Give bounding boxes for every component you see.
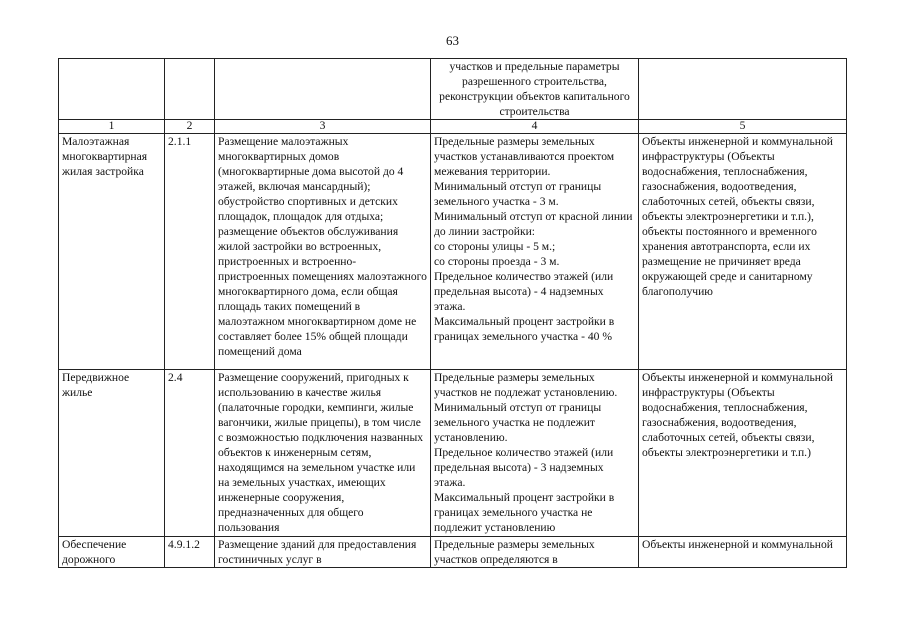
use-code-cell: 2.4 — [165, 370, 215, 537]
table-row — [59, 370, 847, 537]
column-number: 2 — [165, 120, 215, 134]
column-number: 1 — [59, 120, 165, 134]
parameters-cell: Предельные размеры земельных участков устанавливаются проектом межевания территории. Минимальный отступ от границы земельного участка - 3 м. Минимальный отступ от красной линии до линии застройки: со стороны улицы - 5 м.; со стороны проезда - 3 м. Предельное количество этажей (или предельная высота) - 4 надземных этажа. Максимальный процент застройки в границах земельного участка - 40 % — [431, 134, 639, 370]
use-description-cell: Размещение зданий для предоставления гостиничных услуг в — [215, 537, 431, 568]
use-description-cell: Размещение сооружений, пригодных к использованию в качестве жилья (палаточные городки, кемпинги, жилые вагончики, жилые прицепы), в том числе с возможностью подключения названных объектов к инженерным сетям, находящимся на земельном участке или на земельных участках, имеющих инженерные сооружения, предназначенных для общего пользования — [215, 370, 431, 537]
header-cell-4: участков и предельные параметры разрешенного строительства, реконструкции объектов капитального строительства — [431, 59, 639, 120]
column-number: 4 — [431, 120, 639, 134]
header-cell-2 — [165, 59, 215, 120]
use-description-cell: Размещение малоэтажных многоквартирных домов (многоквартирные дома высотой до 4 этажей, включая мансардный); обустройство спортивных и детских площадок, площадок для отдыха; размещение объектов обслуживания жилой застройки во встроенных, пристроенных и встроенно-пристроенных помещениях малоэтажного многоквартирного дома, если общая площадь таких помещений в малоэтажном многоквартирном доме не составляет более 15% общей площади помещений дома — [215, 134, 431, 370]
header-cell-1 — [59, 59, 165, 120]
parameters-cell: Предельные размеры земельных участков не подлежат установлению. Минимальный отступ от границы земельного участка не подлежит установлению. Предельное количество этажей (или предельная высота) - 3 надземных этажа. Максимальный процент застройки в границах земельного участка не подлежит установлению — [431, 370, 639, 537]
table-header-row — [59, 59, 847, 120]
auxiliary-objects-cell: Объекты инженерной и коммунальной — [639, 537, 847, 568]
use-name-cell: Малоэтажная многоквартирная жилая застройка — [59, 134, 165, 370]
column-number: 5 — [639, 120, 847, 134]
use-name-cell: Передвижное жилье — [59, 370, 165, 537]
use-name-cell: Обеспечение дорожного — [59, 537, 165, 568]
column-number-row — [59, 120, 847, 134]
use-code-cell: 2.1.1 — [165, 134, 215, 370]
auxiliary-objects-cell: Объекты инженерной и коммунальной инфраструктуры (Объекты водоснабжения, теплоснабжения, газоснабжения, водоотведения, слаботочных сетей, объекты связи, объекты электроэнергетики и т.п.), объекты постоянного и временного хранения автотранспорта, если их размещение не причиняет вреда окружающей среде и санитарному благополучию — [639, 134, 847, 370]
zoning-table — [58, 58, 847, 568]
parameters-cell: Предельные размеры земельных участков определяются в — [431, 537, 639, 568]
auxiliary-objects-cell: Объекты инженерной и коммунальной инфраструктуры (Объекты водоснабжения, теплоснабжения, газоснабжения, водоотведения, слаботочных сетей, объекты связи, объекты электроэнергетики и т.п.) — [639, 370, 847, 537]
table-row — [59, 134, 847, 370]
table-row — [59, 537, 847, 568]
page-number: 63 — [446, 33, 459, 48]
column-number: 3 — [215, 120, 431, 134]
header-cell-5 — [639, 59, 847, 120]
header-cell-3 — [215, 59, 431, 120]
use-code-cell: 4.9.1.2 — [165, 537, 215, 568]
